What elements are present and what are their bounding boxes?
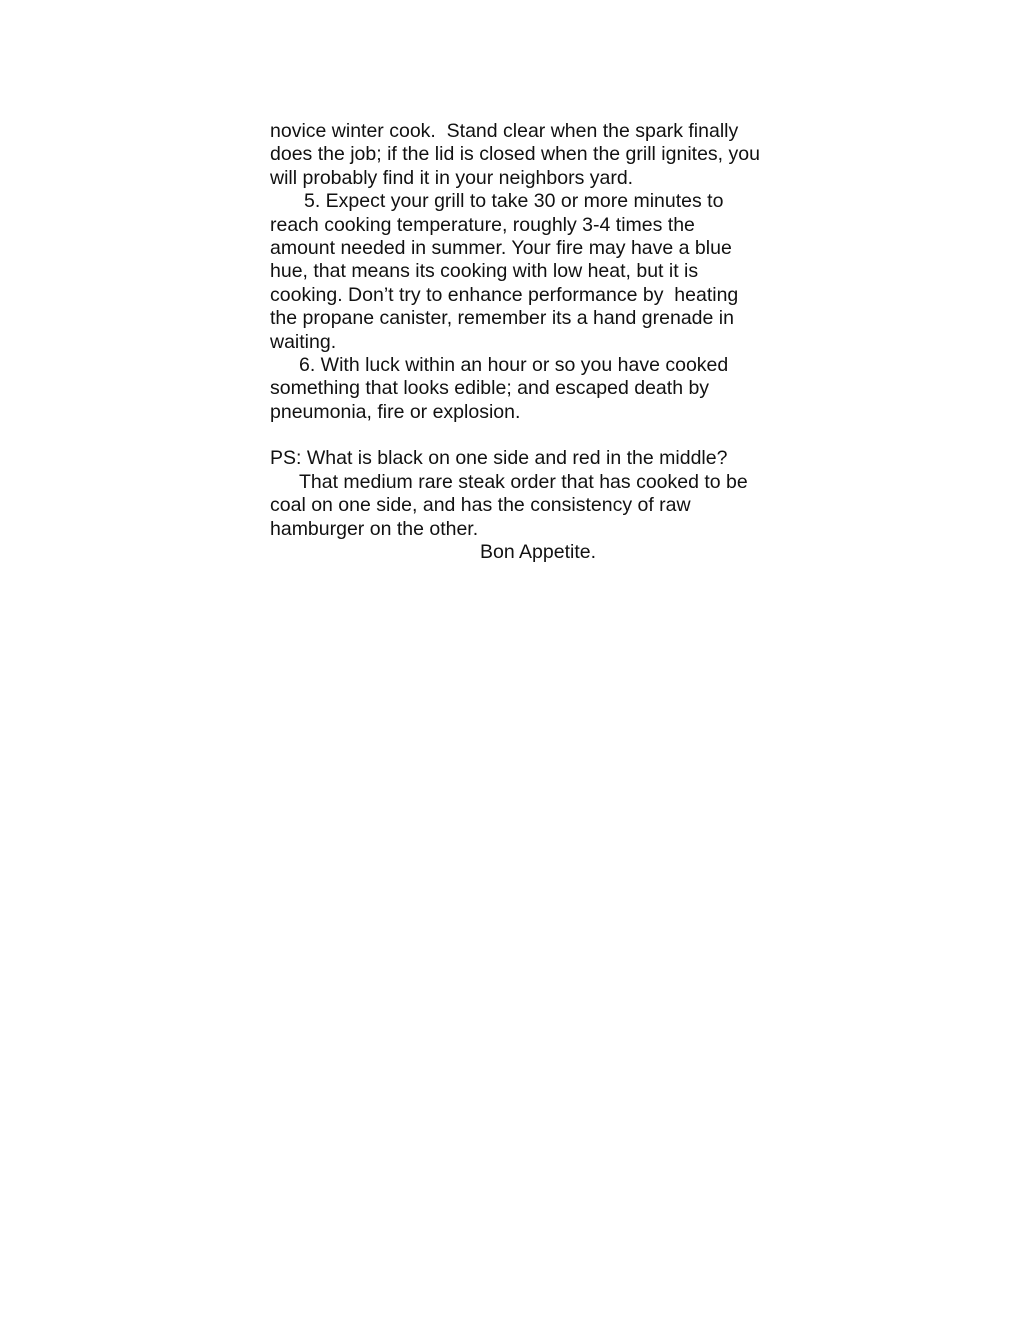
text-line: hue, that means its cooking with low heat, but it is (270, 260, 699, 283)
text-line: the propane canister, remember its a hand grenade in (270, 307, 734, 330)
text-line: That medium rare steak order that has cooked to be (299, 470, 748, 493)
paragraph-intro (270, 120, 800, 190)
text-line: amount needed in summer. Your fire may have a blue (270, 236, 732, 259)
paragraph-ps (270, 447, 800, 541)
text-line: 5. Expect your grill to take 30 or more minutes to (304, 190, 724, 213)
text-line: novice winter cook. Stand clear when the spark finally (270, 120, 739, 142)
text-line: something that looks edible; and escaped death by (270, 377, 710, 400)
paragraph-step-6 (270, 354, 800, 424)
text-line: 6. With luck within an hour or so you have cooked (299, 353, 729, 376)
text-line: coal on one side, and has the consistency of raw (270, 494, 691, 517)
text-line: PS: What is black on one side and red in the middle? (270, 447, 728, 470)
paragraph-step-5 (270, 190, 800, 354)
document-body (270, 120, 800, 564)
blank-line (270, 424, 800, 447)
text-line: waiting. (270, 330, 337, 353)
text-line: hamburger on the other. (270, 517, 479, 540)
text-line: cooking. Don’t try to enhance performance by heating (270, 283, 739, 306)
signoff: Bon Appetite. (480, 541, 597, 564)
text-line: reach cooking temperature, roughly 3-4 times the (270, 213, 695, 236)
text-line: pneumonia, fire or explosion. (270, 400, 521, 423)
text-line: will probably find it in your neighbors yard. (270, 166, 634, 189)
text-line: does the job; if the lid is closed when the grill ignites, you (270, 143, 760, 166)
